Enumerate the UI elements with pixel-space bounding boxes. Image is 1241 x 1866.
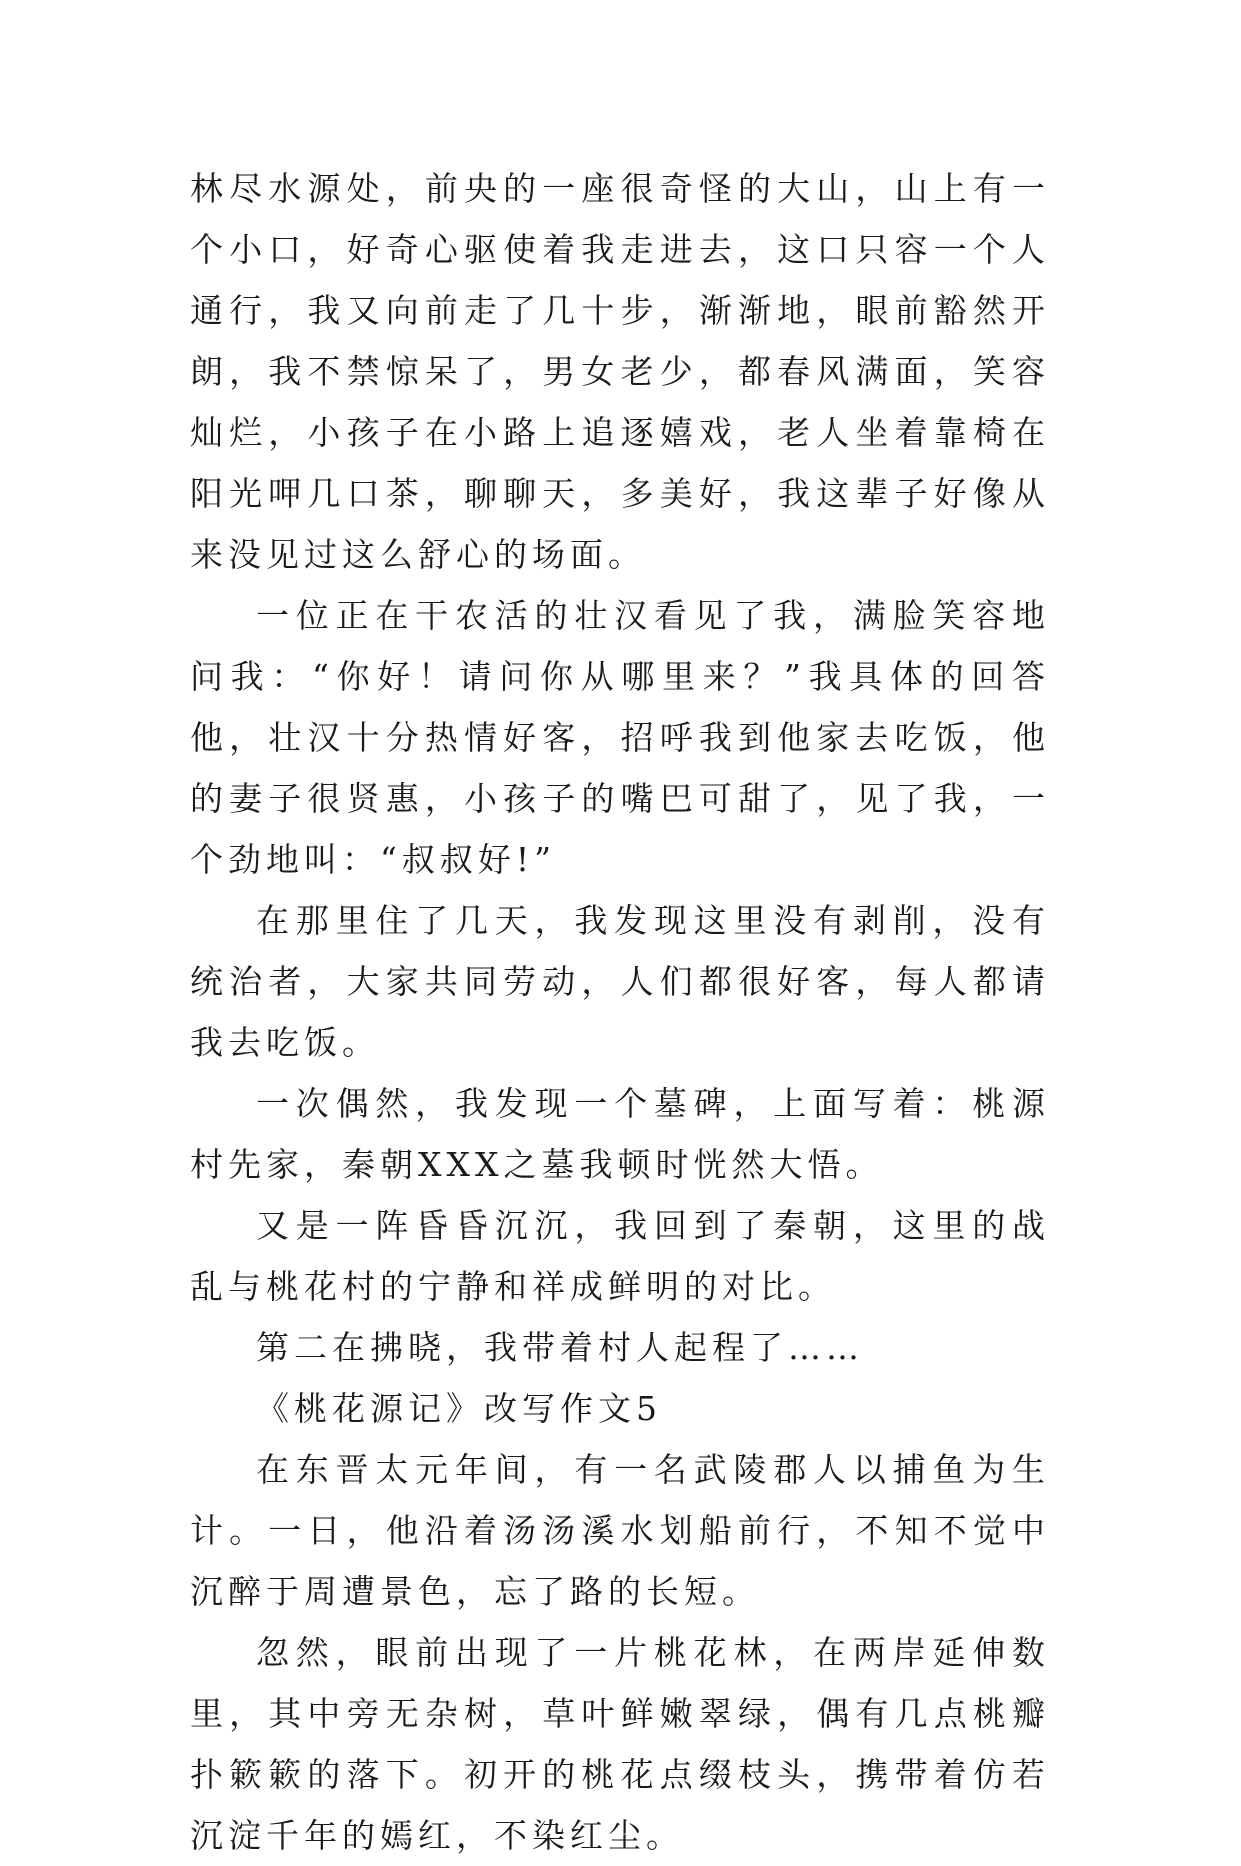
section-title: 《桃花源记》改写作文5 bbox=[256, 1389, 662, 1428]
paragraph-1: 林尽水源处，前央的一座很奇怪的大山，山上有一个小口，好奇心驱使着我走进去，这口只容一个人通行，我又向前走了几十步，渐渐地，眼前豁然开朗，我不禁惊呆了，男女老少，都春风满面，笑容灿烂，小孩子在小路上追逐嬉戏，老人坐着靠椅在阳光呷几口茶，聊聊天，多美好，我这辈子好像从来没见过这么舒心的场面。 bbox=[190, 169, 1050, 574]
paragraph-4: 一次偶然，我发现一个墓碑，上面写着：桃源村先家，秦朝XXX之墓我顿时恍然大悟。 bbox=[190, 1084, 1050, 1184]
document-page bbox=[190, 158, 1050, 1866]
paragraph-3: 在那里住了几天，我发现这里没有剥削，没有统治者，大家共同劳动，人们都很好客，每人都请我去吃饭。 bbox=[190, 901, 1050, 1062]
paragraph-8: 忽然，眼前出现了一片桃花林，在两岸延伸数里，其中旁无杂树，草叶鲜嫩翠绿，偶有几点桃瓣扑簌簌的落下。初开的桃花点缀枝头，携带着仿若沉淀千年的嫣红，不染红尘。 bbox=[190, 1633, 1050, 1855]
paragraph-7: 在东晋太元年间，有一名武陵郡人以捕鱼为生计。一日，他沿着汤汤溪水划船前行，不知不觉中沉醉于周遭景色，忘了路的长短。 bbox=[190, 1450, 1050, 1611]
paragraph-2: 一位正在干农活的壮汉看见了我，满脸笑容地问我：“你好！请问你从哪里来？”我具体的回答他，壮汉十分热情好客，招呼我到他家去吃饭，他的妻子很贤惠，小孩子的嘴巴可甜了，见了我，一个劲地叫：“叔叔好!” bbox=[190, 596, 1050, 879]
paragraph-5: 又是一阵昏昏沉沉，我回到了秦朝，这里的战乱与桃花村的宁静和祥成鲜明的对比。 bbox=[190, 1206, 1050, 1306]
paragraph-6: 第二在拂晓，我带着村人起程了…… bbox=[256, 1328, 864, 1367]
